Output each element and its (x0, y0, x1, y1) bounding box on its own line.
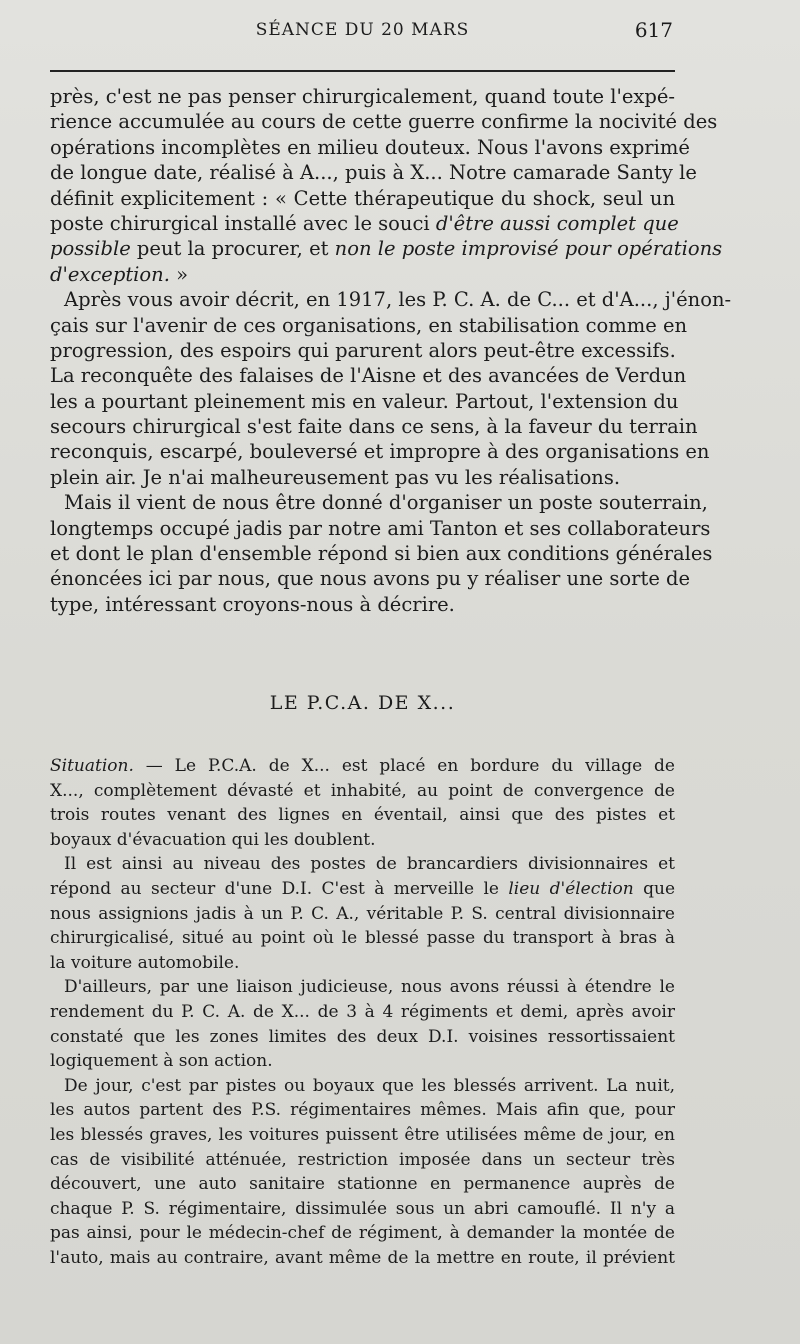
text-line: pas ainsi, pour le médecin-chef de régiment, à demander la montée de (50, 1223, 675, 1244)
text-line: les a pourtant pleinement mis en valeur. Partout, l'extension du (50, 389, 679, 413)
text-line: nous assignions jadis à un P. C. A., véritable P. S. central divisionnaire (50, 903, 675, 924)
text-line: longtemps occupé jadis par notre ami Tanton et ses collaborateurs (50, 516, 711, 540)
text-line: Après vous avoir décrit, en 1917, les P. C. A. de C... et d'A..., j'énon- (64, 288, 732, 312)
text-line: chirurgicalisé, situé au point où le blessé passe du transport à bras à (50, 928, 675, 949)
page-number: 617 (634, 18, 673, 42)
text-line: reconquis, escarpé, bouleversé et impropre à des organisations en (50, 440, 710, 464)
text-line: type, intéressant croyons-nous à décrire. (50, 592, 455, 616)
text-line: cas de visibilité atténuée, restriction imposée dans un secteur très (50, 1149, 675, 1170)
text-line: De jour, c'est par pistes ou boyaux que les blessés arrivent. La nuit, (64, 1075, 675, 1096)
text-line: répond au secteur d'une D.I. C'est à merveille le lieu d'élection que (50, 878, 676, 899)
body-text-small (50, 754, 675, 1270)
text-line: de longue date, réalisé à A..., puis à X... Notre camarade Santy le (50, 161, 697, 185)
text-line: secours chirurgical s'est faite dans ce sens, à la faveur du terrain (50, 415, 698, 439)
text-line: trois routes venant des lignes en éventail, ainsi que des pistes et (50, 805, 675, 826)
text-line: logiquement à son action. (50, 1051, 273, 1072)
text-line: possible peut la procurer, et non le poste improvisé pour opérations (50, 237, 723, 261)
text-line: progression, des espoirs qui parurent alors peut-être excessifs. (50, 338, 676, 362)
text-line: les blessés graves, les voitures puissent être utilisées même de jour, en (50, 1124, 675, 1145)
text-line: chaque P. S. régimentaire, dissimulée sous un abri camouflé. Il n'y a (50, 1198, 675, 1219)
text-line: D'ailleurs, par une liaison judicieuse, nous avons réussi à étendre le (64, 977, 675, 998)
text-line: X..., complètement dévasté et inhabité, au point de convergence de (50, 780, 675, 801)
section-heading: LE P.C.A. DE X... (269, 692, 456, 714)
text-line: constaté que les zones limites des deux D.I. voisines ressortissaient (50, 1026, 675, 1047)
text-line: Situation. — Le P.C.A. de X... est placé en bordure du village de (50, 756, 675, 776)
body-text-large (50, 84, 732, 617)
text-line: Il est ainsi au niveau des postes de brancardiers divisionnaires et (64, 854, 675, 875)
text-line: rience accumulée au cours de cette guerre confirme la nocivité des (50, 110, 718, 134)
header-rule (50, 70, 675, 72)
text-line: çais sur l'avenir de ces organisations, en stabilisation comme en (50, 313, 688, 337)
text-line: boyaux d'évacuation qui les doublent. (50, 829, 376, 850)
running-title: SÉANCE DU 20 MARS (255, 20, 470, 40)
text-line: découvert, une auto sanitaire stationne en permanence auprès de (50, 1174, 675, 1195)
text-line: d'exception. » (50, 262, 189, 286)
text-line: plein air. Je n'ai malheureusement pas vu les réalisations. (50, 465, 621, 489)
text-line: rendement du P. C. A. de X... de 3 à 4 régiments et demi, après avoir (50, 1001, 675, 1022)
text-line: et dont le plan d'ensemble répond si bien aux conditions générales (50, 542, 713, 566)
text-line: énoncées ici par nous, que nous avons pu y réaliser une sorte de (50, 567, 691, 591)
text-line: définit explicitement : « Cette thérapeutique du shock, seul un (50, 186, 675, 210)
text-line: l'auto, mais au contraire, avant même de la mettre en route, il prévient (50, 1247, 675, 1268)
running-head (50, 18, 675, 48)
text-line: les autos partent des P.S. régimentaires mêmes. Mais afin que, pour (50, 1100, 675, 1121)
text-line: opérations incomplètes en milieu douteux. Nous l'avons exprimé (50, 135, 690, 159)
text-line: près, c'est ne pas penser chirurgicalement, quand toute l'expé- (50, 85, 676, 108)
text-line: poste chirurgical installé avec le souci d'être aussi complet que (50, 211, 679, 235)
text-line: la voiture automobile. (50, 952, 240, 973)
text-line: Mais il vient de nous être donné d'organiser un poste souterrain, (64, 491, 708, 515)
text-line: La reconquête des falaises de l'Aisne et des avancées de Verdun (50, 364, 687, 388)
